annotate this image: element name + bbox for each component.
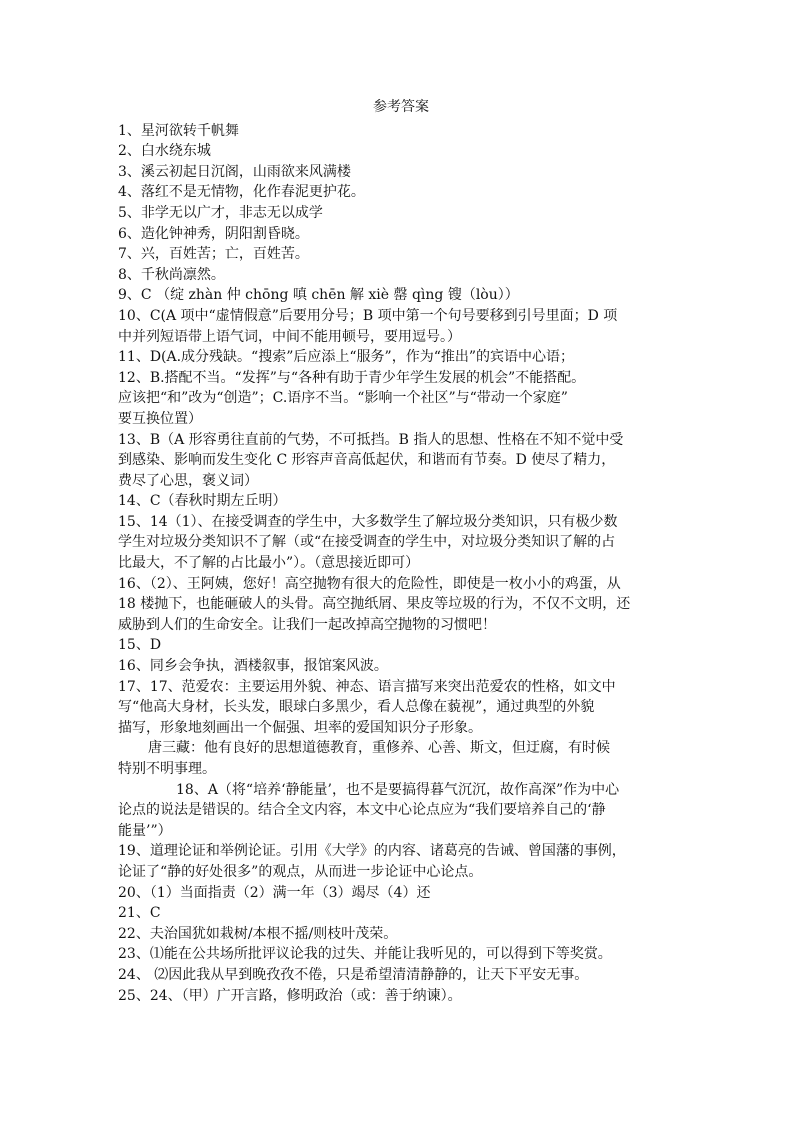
answer-line: 7、兴，百姓苦；亡，百姓苦。 bbox=[118, 246, 309, 263]
answer-line: 20、（1）当面指责（2）满一年（3）竭尽（4）还 bbox=[118, 884, 431, 901]
answer-line: 25、24、（甲）广开言路，修明政治（或：善于纳谏）。 bbox=[118, 987, 462, 1004]
answer-line: 9、C （绽 zhàn 仲 chōng 嗔 chēn 解 xiè 罄 qìng 锼（lòu）） bbox=[118, 287, 519, 304]
answer-line: 16、（2）、王阿姨，您好！高空抛物有很大的危险性，即使是一枚小小的鸡蛋，从 bbox=[118, 575, 621, 592]
answer-line: 2、白水绕东城 bbox=[118, 143, 211, 160]
answer-line: 学生对垃圾分类知识不了解（或“在接受调查的学生中，对垃圾分类知识了解的占 bbox=[118, 534, 616, 551]
answer-line: 12、B.搭配不当。“发挥”与“各种有助于青少年学生发展的机会”不能搭配。 bbox=[118, 369, 586, 386]
answer-line: 能量’”） bbox=[118, 822, 172, 839]
answer-line: 13、B（A 形容勇往直前的气势，不可抵挡。B 指人的思想、性格在不知不觉中受 bbox=[118, 431, 624, 448]
answer-line: 威胁到人们的生命安全。让我们一起改掉高空抛物的习惯吧！ bbox=[118, 616, 496, 633]
answer-line: 16、同乡会争执，酒楼叙事，报馆案风波。 bbox=[118, 658, 388, 675]
answer-line: 特别不明事理。 bbox=[118, 761, 216, 777]
answer-line: 23、⑴能在公共场所批评议论我的过失、并能让我听见的，可以得到下等奖赏。 bbox=[118, 946, 612, 963]
answer-line: 8、千秋尚凛然。 bbox=[118, 266, 225, 283]
answer-line: 19、道理论证和举例论证。引用《大学》的内容、诸葛亮的告诫、曾国藩的事例， bbox=[118, 843, 626, 860]
answer-line: 应该把“和”改为“创造”；C.语序不当。“影响一个社区”与“带动一个家庭” bbox=[118, 390, 568, 407]
answer-list bbox=[118, 121, 684, 1007]
answer-line: 18、A（将“培养‘静能量’，也不是要搞得暮气沉沉，故作高深”作为中心 bbox=[176, 781, 620, 798]
answer-line: 唐三藏：他有良好的思想道德教育，重修养、心善、斯文，但迂腐，有时候 bbox=[148, 740, 610, 757]
answer-line: 14、C（春秋时期左丘明） bbox=[118, 493, 287, 510]
answer-line: 写“他高大身材，长头发，眼球白多黑少，看人总像在藐视”，通过典型的外貌 bbox=[118, 699, 595, 716]
answer-line: 4、落红不是无情物，化作春泥更护花。 bbox=[118, 184, 365, 201]
answer-line: 21、C bbox=[118, 905, 161, 922]
answer-line: 10、C(A 项中“虚情假意”后要用分号；B 项中第一个句号要移到引号里面；D 项 bbox=[118, 307, 618, 324]
answer-line: 15、14（1）、在接受调查的学生中，大多数学生了解垃圾分类知识，只有极少数 bbox=[118, 513, 618, 530]
answer-line: 6、造化钟神秀，阴阳割昏晓。 bbox=[118, 225, 309, 242]
answer-line: 22、夫治国犹如栽树/本根不摇/则枝叶茂荣。 bbox=[118, 925, 398, 942]
answer-line: 费尽了心思，褒义词） bbox=[118, 472, 258, 489]
answer-line: 要互换位置） bbox=[118, 410, 202, 427]
answer-line: 11、D(A.成分残缺。“搜索”后应添上“服务”，作为“推出”的宾语中心语； bbox=[118, 349, 575, 366]
answer-line: 5、非学无以广才，非志无以成学 bbox=[118, 204, 323, 221]
answer-line: 中并列短语带上语气词，中间不能用顿号，要用逗号。） bbox=[118, 328, 461, 345]
answer-line: 24、 ⑵因此我从早到晚孜孜不倦，只是希望清清静静的，让天下平安无事。 bbox=[118, 966, 589, 983]
answer-line: 论点的说法是错误的。结合全文内容，本文中心论点应为“我们要培养自己的‘静 bbox=[118, 802, 606, 819]
answer-line: 18 楼抛下，也能砸破人的头骨。高空抛纸屑、果皮等垃圾的行为，不仅不文明，还 bbox=[118, 596, 631, 613]
answer-line: 3、溪云初起日沉阁，山雨欲来风满楼 bbox=[118, 163, 351, 180]
answer-document bbox=[118, 97, 684, 1006]
answer-line: 到感染、影响而发生变化 C 形容声音高低起伏，和谐而有节奏。D 使尽了精力， bbox=[118, 452, 616, 469]
answer-line: 17、17、范爱农：主要运用外貌、神态、语言描写来突出范爱农的性格，如文中 bbox=[118, 678, 616, 695]
answer-line: 15、D bbox=[118, 637, 162, 654]
answer-line: 论证了“静的好处很多”的观点，从而进一步论证中心论点。 bbox=[118, 863, 483, 880]
answer-line: 1、星河欲转千帆舞 bbox=[118, 122, 239, 139]
page-title: 参考答案 bbox=[373, 99, 429, 115]
answer-line: 比最大，不了解的占比最小”）。（意思接近即可） bbox=[118, 555, 420, 572]
answer-line: 描写，形象地刻画出一个倔强、坦率的爱国知识分子形象。 bbox=[118, 719, 482, 736]
